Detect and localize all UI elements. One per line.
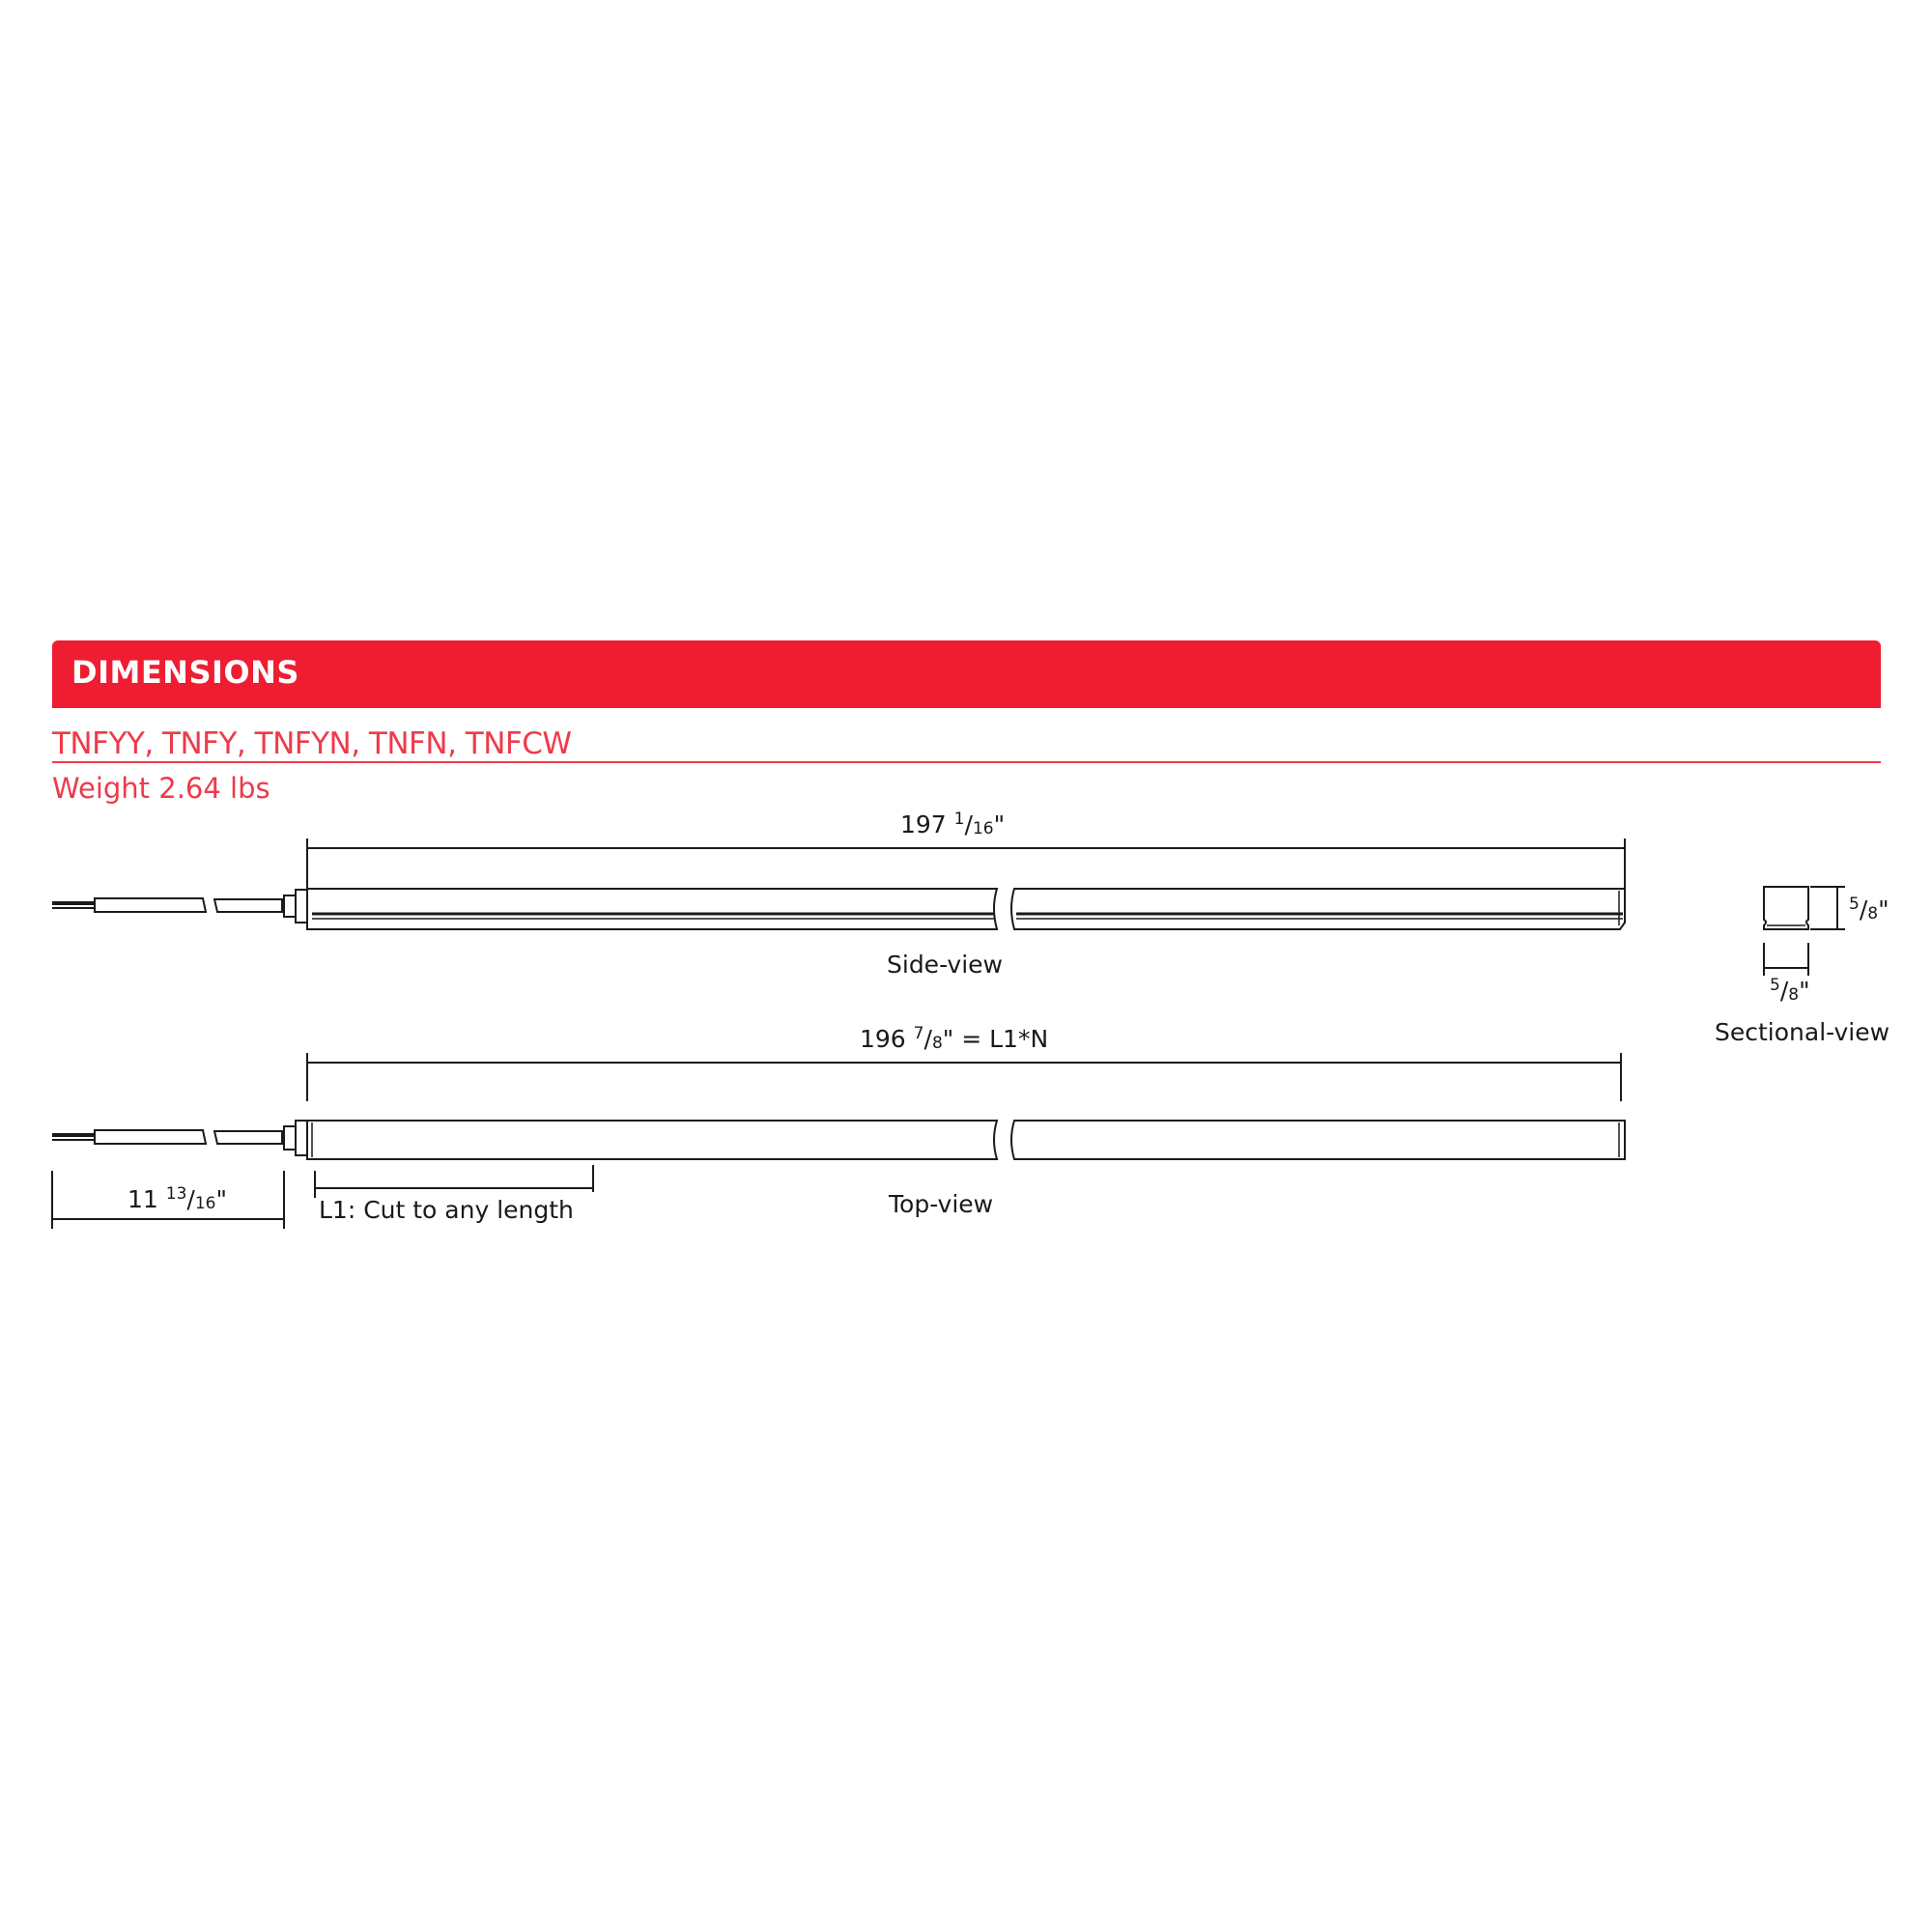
top-view-dimension-line: [307, 1053, 1621, 1101]
section-title: DIMENSIONS: [71, 654, 299, 691]
cut-length-dimension-line: [315, 1165, 593, 1198]
model-list: TNFYY, TNFY, TNFYN, TNFN, TNFCW: [52, 726, 572, 761]
lead-length-label: 11 $^{13}/_{16}$": [128, 1184, 227, 1213]
side-view-end-cap: [284, 890, 307, 923]
top-view-drawing: [52, 1053, 1625, 1229]
side-view-drawing: [52, 838, 1625, 929]
cut-length-note: L1: Cut to any length: [319, 1196, 574, 1224]
top-view-length-label: 196 $^7/_8$" = L1*N: [860, 1024, 1049, 1053]
sectional-view-label: Sectional-view: [1715, 1018, 1890, 1046]
sectional-width-dimension-line: [1764, 943, 1808, 976]
sectional-height-dimension-line: [1810, 887, 1845, 929]
top-view-end-cap: [284, 1121, 307, 1155]
side-view-label: Side-view: [887, 951, 1003, 979]
top-view-lead-wire: [52, 1130, 282, 1144]
sectional-width-label: $^5/_8$": [1770, 976, 1810, 1005]
sectional-view-drawing: [1764, 887, 1845, 976]
side-view-lead-wire: [52, 898, 282, 912]
side-view-length-label: 197 $^1/_{16}$": [900, 810, 1006, 838]
weight-label: Weight 2.64 lbs: [52, 772, 270, 805]
top-view-profile-body: [307, 1121, 1625, 1159]
sectional-height-label: $^5/_8$": [1849, 895, 1889, 923]
side-view-profile-body: [307, 889, 1625, 929]
side-view-dimension-line: [307, 838, 1625, 889]
top-view-label: Top-view: [889, 1190, 994, 1218]
